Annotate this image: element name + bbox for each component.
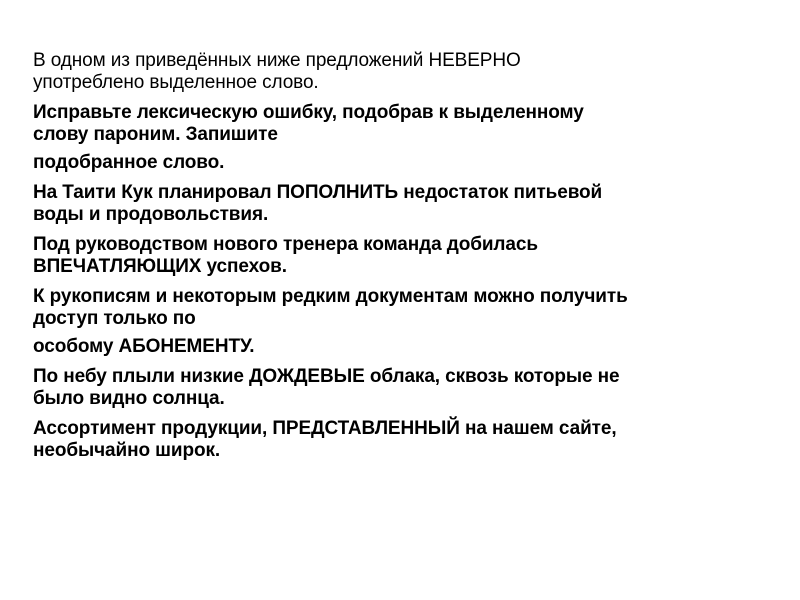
sentence-5-line-2: необычайно широк. bbox=[33, 440, 221, 461]
sentence-2-line-1: Под руководством нового тренера команда добилась bbox=[33, 234, 538, 255]
intro-line-2: употреблено выделенное слово. bbox=[33, 72, 319, 93]
intro-line-1: В одном из приведённых ниже предложений НЕВЕРНО bbox=[33, 50, 521, 71]
sentence-4-line-2: было видно солнца. bbox=[33, 388, 225, 409]
sentence-2-line-2: ВПЕЧАТЛЯЮЩИХ успехов. bbox=[33, 256, 287, 277]
instruction-line-3: подобранное слово. bbox=[33, 152, 225, 173]
sentence-3-line-1: К рукописям и некоторым редким документам можно получить bbox=[33, 286, 628, 307]
instruction-line-1: Исправьте лексическую ошибку, подобрав к выделенному bbox=[33, 102, 584, 123]
sentence-1-line-2: воды и продовольствия. bbox=[33, 204, 269, 225]
sentence-5-line-1: Ассортимент продукции, ПРЕДСТАВЛЕННЫЙ на нашем сайте, bbox=[33, 418, 617, 439]
sentence-3-line-2: доступ только по bbox=[33, 308, 196, 329]
sentence-3-line-3: особому АБОНЕМЕНТУ. bbox=[33, 336, 255, 357]
sentence-1-line-1: На Таити Кук планировал ПОПОЛНИТЬ недостаток питьевой bbox=[33, 182, 603, 203]
sentence-4-line-1: По небу плыли низкие ДОЖДЕВЫЕ облака, сквозь которые не bbox=[33, 366, 620, 387]
instruction-line-2: слову пароним. Запишите bbox=[33, 124, 278, 145]
